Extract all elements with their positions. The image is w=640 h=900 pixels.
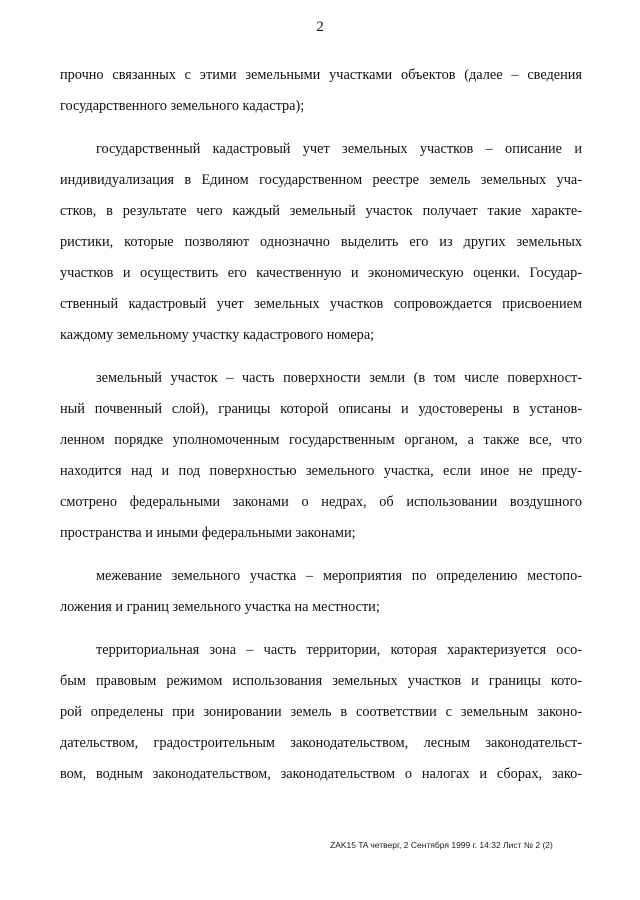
- text-line: ленном порядке уполномоченным государственным органом, а также все, что: [60, 432, 582, 448]
- text-line: бым правовым режимом использования земельных участков и границы кото-: [60, 673, 582, 689]
- text-line: государственный кадастровый учет земельных участков – описание и: [96, 141, 582, 157]
- text-line: смотрено федеральными законами о недрах, об использовании воздушного: [60, 494, 582, 510]
- text-line: территориальная зона – часть территории, которая характеризуется осо-: [96, 642, 582, 658]
- text-line: ный почвенный слой), границы которой описаны и удостоверены в установ-: [60, 401, 582, 417]
- paragraph: [60, 635, 582, 790]
- text-line: межевание земельного участка – мероприятия по определению местопо-: [96, 568, 582, 584]
- text-line: пространства и иными федеральными законами;: [60, 525, 356, 541]
- text-line: земельный участок – часть поверхности земли (в том числе поверхност-: [96, 370, 582, 386]
- text-line: стков, в результате чего каждый земельный участок получает такие характе-: [60, 203, 582, 219]
- paragraph: [60, 134, 582, 351]
- text-line: каждому земельному участку кадастрового номера;: [60, 327, 375, 343]
- paragraph: [60, 561, 582, 623]
- text-line: ственный кадастровый учет земельных участков сопровождается присвоением: [60, 296, 582, 312]
- text-line: участков и осуществить его качественную и экономическую оценки. Государ-: [60, 265, 582, 281]
- text-line: дательством, градостроительным законодательством, лесным законодательст-: [60, 735, 582, 751]
- page-footer: ZAK15 TA четверг, 2 Сентября 1999 г. 14:32 Лист № 2 (2): [330, 840, 553, 850]
- paragraph: [60, 60, 582, 122]
- page-number: 2: [316, 19, 324, 35]
- text-line: находится над и под поверхностью земельного участка, если иное не преду-: [60, 463, 582, 479]
- paragraph: [60, 363, 582, 549]
- text-line: рой определены при зонировании земель в соответствии с земельным законо-: [60, 704, 582, 720]
- text-line: ристики, которые позволяют однозначно выделить его из других земельных: [60, 234, 582, 250]
- text-line: индивидуализация в Едином государственном реестре земель земельных уча-: [60, 172, 582, 188]
- text-line: ложения и границ земельного участка на местности;: [60, 599, 380, 615]
- text-line: прочно связанных с этими земельными участками объектов (далее – сведения: [60, 67, 582, 83]
- text-line: вом, водным законодательством, законодательством о налогах и сборах, зако-: [60, 766, 582, 782]
- document-body: [60, 60, 582, 802]
- text-line: государственного земельного кадастра);: [60, 98, 305, 114]
